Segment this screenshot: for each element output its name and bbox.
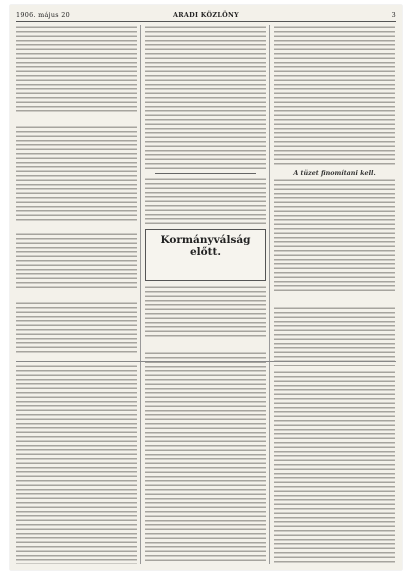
article-text (274, 178, 395, 294)
masthead (16, 9, 396, 22)
article-text (145, 285, 266, 339)
article-text (274, 306, 395, 366)
article-text (16, 301, 137, 353)
headline-box (145, 229, 266, 281)
article-text (16, 364, 137, 564)
article-text (16, 125, 137, 221)
article-text (16, 25, 137, 113)
article-text (145, 25, 266, 169)
article-text (16, 232, 137, 290)
issue-date: 1906. május 20 (16, 11, 70, 19)
newspaper-page (10, 5, 402, 570)
article-text (274, 25, 395, 165)
column-2 (145, 25, 266, 564)
separator-rule (155, 173, 256, 174)
page-number: 3 (391, 11, 396, 19)
article-text (145, 177, 266, 225)
column-3 (274, 25, 395, 564)
column-1 (16, 25, 137, 564)
section-heading: A tüzet finomítani kell. (293, 169, 376, 177)
lower-section-divider (16, 361, 396, 363)
paper-title: ARADI KÖZLÖNY (173, 11, 239, 19)
headline-title: Kormányválság előtt. (160, 234, 251, 258)
article-text (274, 370, 395, 564)
article-text (145, 351, 266, 563)
